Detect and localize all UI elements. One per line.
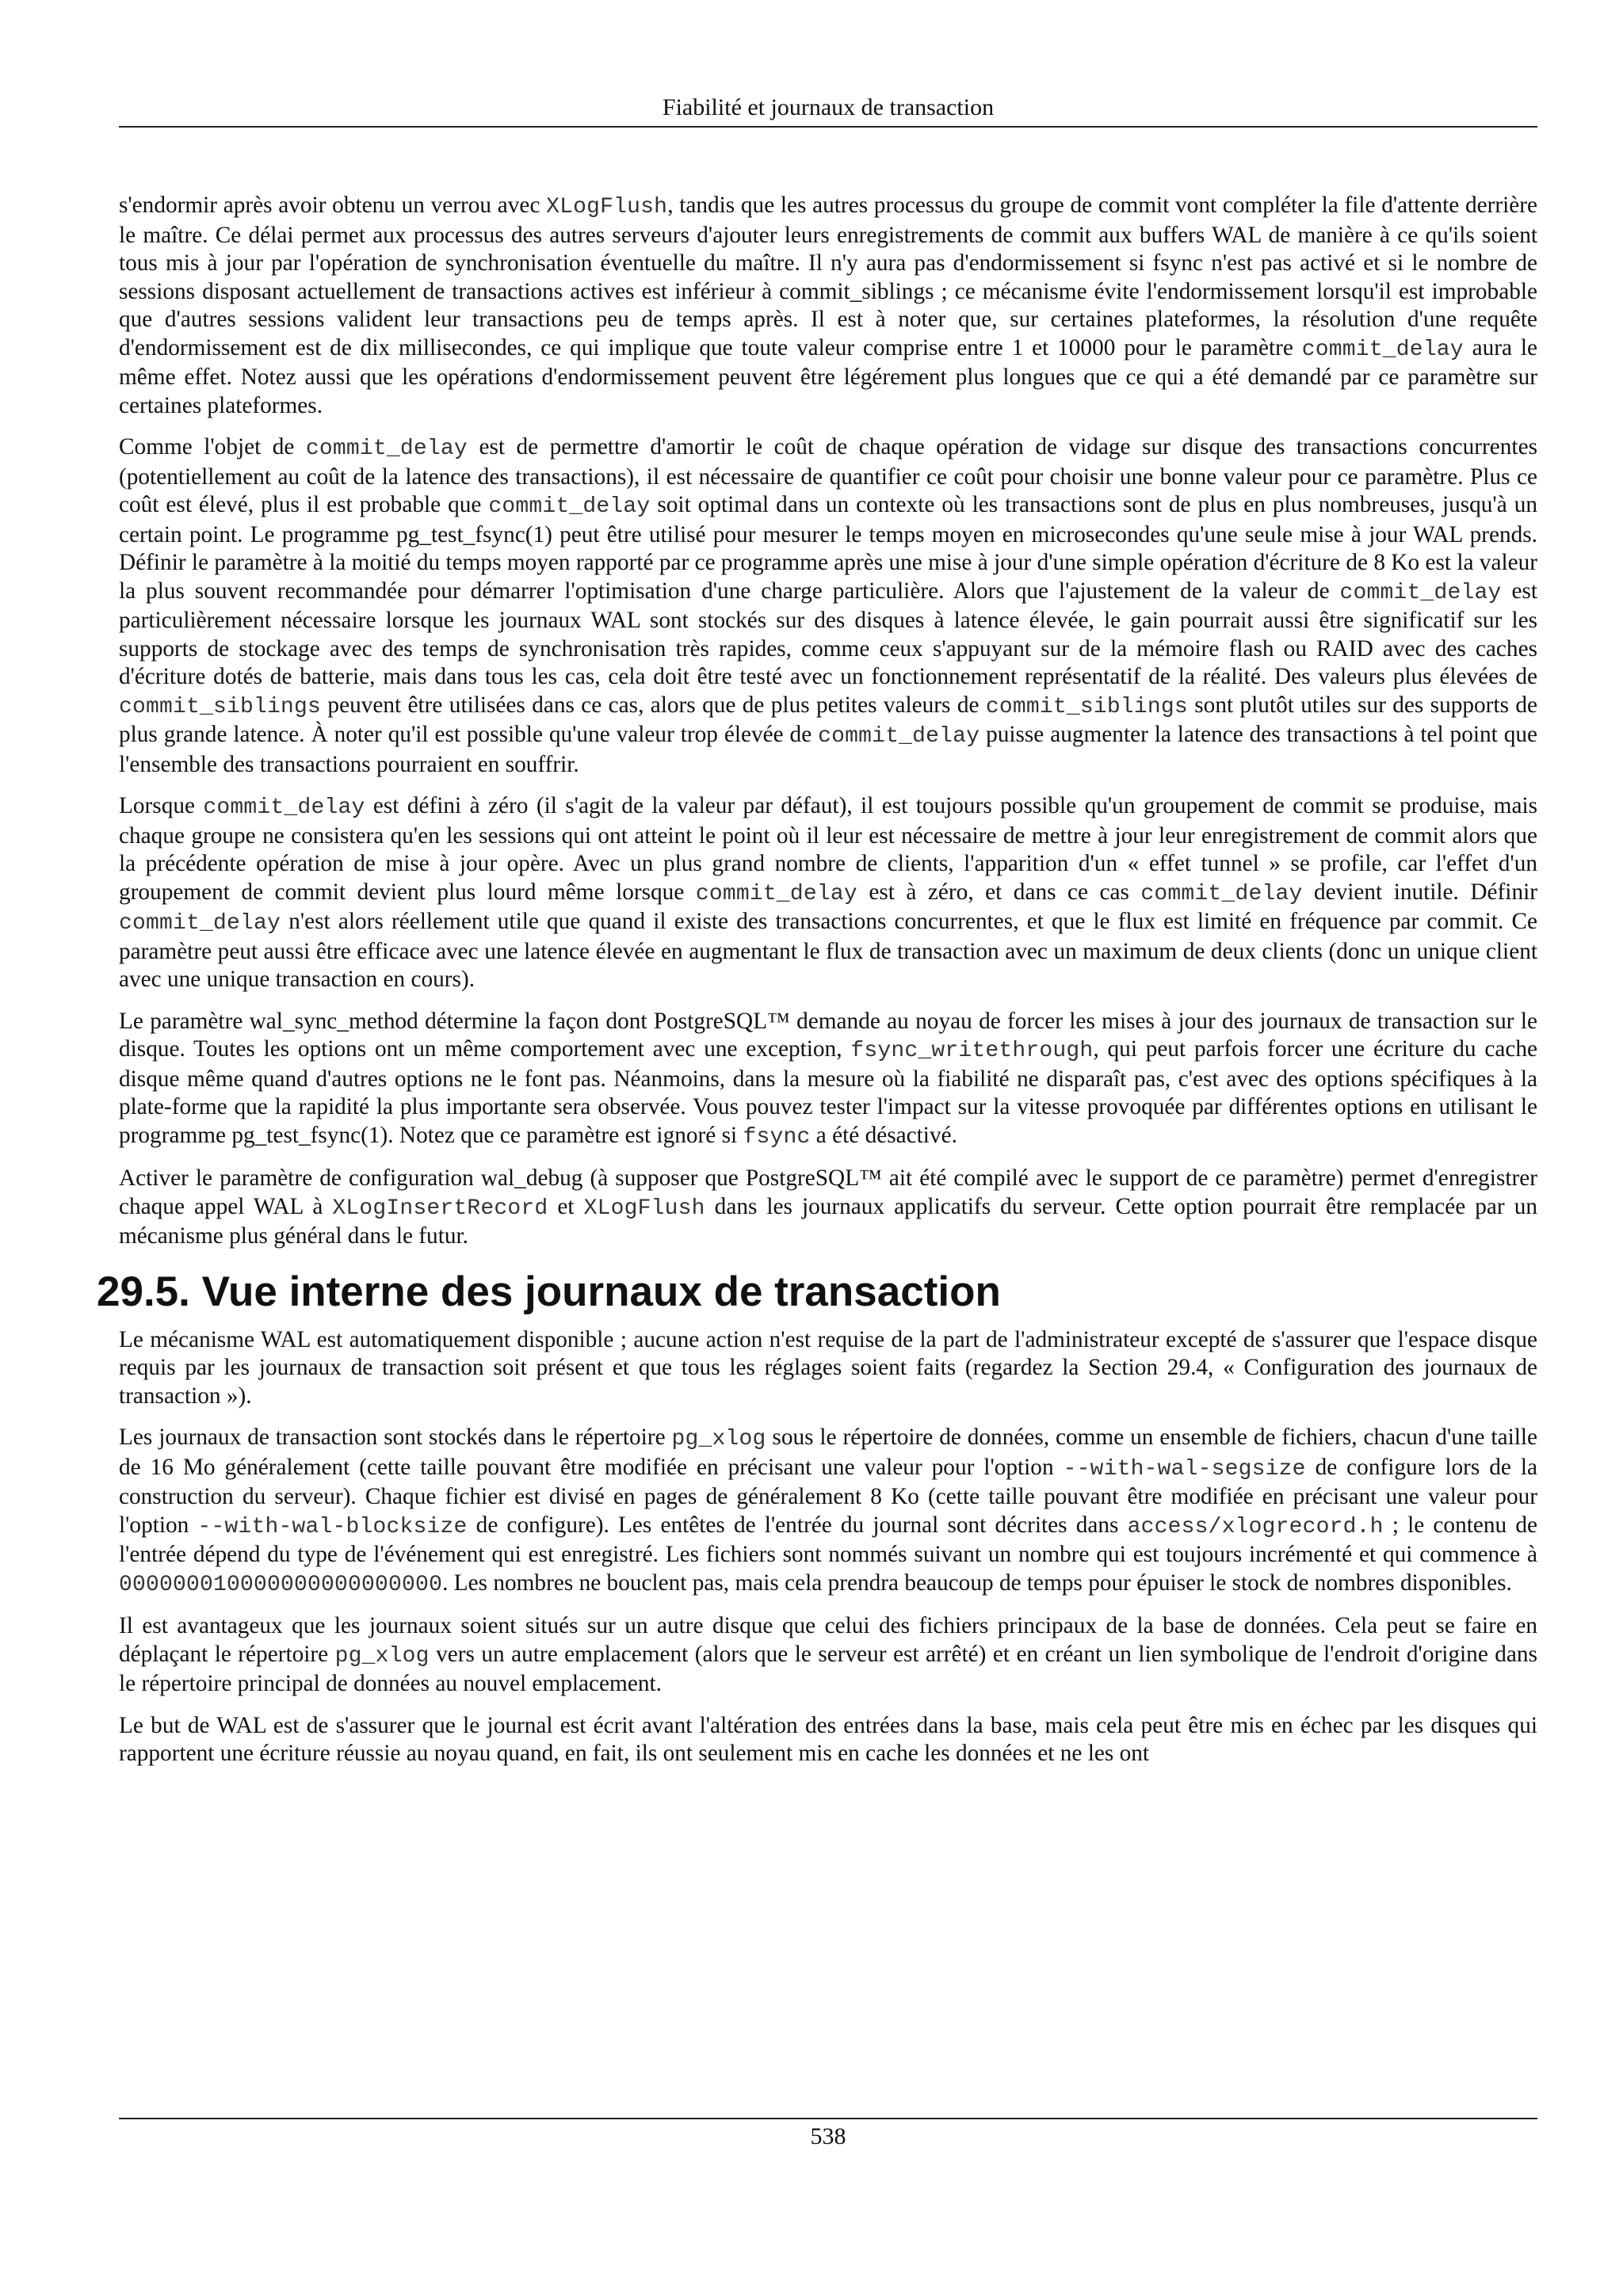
text-run: Le but de WAL est de s'assurer que le journal est écrit avant l'altération des entrées dans la base, mais cela peut être mis en échec par les disques qui rapportent une écriture réussie au noyau quand, en fait, ils ont seulement mis en cache les données et ne les ont — [119, 1712, 1537, 1766]
text-run: Les journaux de transaction sont stockés dans le répertoire — [119, 1425, 672, 1450]
text-run: aura le même effet. Notez aussi que les opérations d'endormissement peuvent être légérement plus longues que ce qui a été demandé par ce paramètre sur certaines plateformes. — [119, 334, 1537, 418]
text-run: Le paramètre wal_sync_method détermine la façon dont PostgreSQL™ demande au noyau de forcer les mises à jour des journaux de transaction sur le disque. Toutes les options ont un même comportement avec une exception, — [119, 1008, 1537, 1062]
page-number: 538 — [810, 2123, 846, 2149]
text-run: sont plutôt utiles sur des supports de plus grande latence. À noter qu'il est possible qu'une valeur trop élevée de — [119, 692, 1538, 747]
paragraphs-after-section — [119, 1326, 1537, 1768]
header-rule — [119, 126, 1537, 128]
inline-code: access/xlogrecord.h — [1127, 1514, 1384, 1539]
text-run: vers un autre emplacement (alors que le serveur est arrêté) et en créant un lien symbolique de l'endroit d'origine dans le répertoire principal de données au nouvel emplacement. — [119, 1641, 1537, 1696]
inline-code: commit_delay — [1140, 881, 1303, 906]
inline-code: fsync_writethrough — [850, 1039, 1094, 1063]
paragraph — [119, 1008, 1537, 1152]
text-run: est particulièrement nécessaire lorsque les journaux WAL sont stockés sur des disques à latence élevée, le gain pourrait aussi être significatif sur les supports de stockage avec des temps de synchronisation très rapides, comme ceux s'appuyant sur de la mémoire flash ou RAID avec des caches d'écriture dotés de batterie, mais dans tous les cas, cela doit être testé avec un fonctionnement représentatif de la réalité. Des valeurs plus élevées de — [119, 578, 1537, 689]
paragraph — [119, 792, 1537, 994]
text-run: de configure lors de la construction du serveur). Chaque fichier est divisé en pages de généralement 8 Ko (cette taille pouvant être modifiée en précisant une valeur pour l'option — [119, 1454, 1538, 1538]
running-header: Fiabilité et journaux de transaction — [662, 94, 995, 120]
inline-code: fsync — [743, 1124, 811, 1150]
inline-code: commit_delay — [1301, 337, 1464, 362]
inline-code: pg_xlog — [671, 1427, 766, 1451]
inline-code: commit_delay — [1339, 580, 1502, 605]
text-run: s'endormir après avoir obtenu un verrou avec — [119, 193, 547, 218]
inline-code: --with-wal-blocksize — [197, 1514, 468, 1539]
footer-rule — [119, 2118, 1537, 2119]
text-run: devient inutile. Définir — [1302, 879, 1537, 905]
text-run: est défini à zéro (il s'agit de la valeur par défaut), il est toujours possible qu'un groupement de commit se produise, mais chaque groupe ne consistera qu'en les sessions qui ont atteint le point où il leur est nécessaire de mettre à jour leur enregistrement de commit alors que la précédente opération de mise à jour opère. Avec un plus grand nombre de clients, l'apparition d'un « effet tunnel » se profile, car l'effet d'un groupement de commit devient plus lourd même lorsque — [119, 793, 1537, 905]
inline-code: commit_delay — [203, 795, 365, 820]
text-run: Activer le paramètre de configuration wal_debug (à supposer que PostgreSQL™ ait été compilé avec le support de ce paramètre) permet d'enregistrer chaque appel WAL à — [119, 1165, 1537, 1219]
inline-code: commit_siblings — [985, 694, 1188, 719]
text-run: sous le répertoire de données, comme un ensemble de fichiers, chacun d'une taille de 16 Mo généralement (cette taille pouvant être modifiée en précisant une valeur pour l'option — [119, 1425, 1537, 1480]
paragraph — [119, 433, 1537, 779]
text-run: a été désactivé. — [810, 1122, 957, 1148]
paragraph — [119, 1326, 1537, 1411]
inline-code: XLogInsertRecord — [332, 1196, 548, 1221]
section-heading: 29.5. Vue interne des journaux de transaction — [97, 1268, 1001, 1315]
text-run: est à zéro, et dans ce cas — [857, 879, 1141, 905]
inline-code: XLogFlush — [546, 195, 668, 219]
text-run: puisse augmenter la latence des transactions à tel point que l'ensemble des transactions pourraient en souffrir. — [119, 722, 1537, 777]
text-run: , qui peut parfois forcer une écriture du cache disque même quand d'autres options ne le font pas. Néanmoins, dans la mesure où la fiabilité ne disparaît pas, c'est avec des options spécifiques à la plate-forme que la rapidité la plus importante sera observée. Vous pouvez tester l'impact sur la vitesse provoquée par différentes options en utilisant le programme pg_test_fsync(1). Notez que ce paramètre est ignoré si — [119, 1036, 1537, 1148]
text-run: n'est alors réellement utile que quand il existe des transactions concurrentes, et que le flux est limité en fréquence par commit. Ce paramètre peut aussi être efficace avec une latence élevée en augmentant le flux de transaction avec un maximum de deux clients (donc un unique client avec une unique transaction en cours). — [119, 909, 1537, 992]
text-run: ; le contenu de l'entrée dépend du type de l'événement qui est enregistré. Les fichiers sont nommés suivant un nombre qui est toujours incrémenté et qui commence à — [119, 1512, 1537, 1567]
inline-code: --with-wal-segsize — [1063, 1456, 1306, 1482]
text-run: . Les nombres ne bouclent pas, mais cela prendra beaucoup de temps pour épuiser le stock de nombres disponibles. — [442, 1569, 1512, 1596]
paragraphs-before-section — [119, 192, 1537, 1251]
inline-code: XLogFlush — [583, 1196, 705, 1221]
text-run: Le mécanisme WAL est automatiquement disponible ; aucune action n'est requise de la part de l'administrateur excepté de s'assurer que l'espace disque requis par les journaux de transaction soit présent et que tous les réglages soient faits (regardez la Section 29.4, « Configuration des journaux de transaction »). — [119, 1326, 1537, 1409]
text-run: , tandis que les autres processus du groupe de commit vont compléter la file d'attente derrière le maître. Ce délai permet aux processus des autres serveurs d'ajouter leurs enregistrements de commit aux buffers WAL de manière à ce qu'ils soient tous mis à jour par l'opération de synchronisation éventuelle du maître. Il n'y aura pas d'endormissement si fsync n'est pas activé et si le nombre de sessions disposant actuellement de transactions actives est inférieur à commit_siblings ; ce mécanisme évite l'endormissement lorsqu'il est improbable que d'autres sessions valident leur transactions peu de temps après. Il est à noter que, sur certaines plateformes, la résolution d'une requête d'endormissement est de dix millisecondes, ce qui implique que toute valeur comprise entre 1 et 10000 pour le paramètre — [119, 193, 1538, 360]
inline-code: commit_delay — [119, 911, 281, 936]
paragraph — [119, 192, 1537, 420]
text-run: Comme l'objet de — [119, 434, 306, 460]
text-run: est de permettre d'amortir le coût de chaque opération de vidage sur disque des transactions concurrentes (potentiellement au coût de la latence des transactions), il est nécessaire de quantifier ce coût pour choisir une bonne valeur pour ce paramètre. Plus ce coût est élevé, plus il est probable que — [119, 434, 1537, 517]
inline-code: 000000010000000000000000 — [119, 1572, 443, 1597]
text-run: dans les journaux applicatifs du serveur. Cette option pourrait être remplacée par un mécanisme plus général dans le futur. — [119, 1193, 1538, 1249]
inline-code: commit_siblings — [119, 694, 322, 719]
paragraph — [119, 1612, 1537, 1699]
text-run: Il est avantageux que les journaux soient situés sur un autre disque que celui des fichiers principaux de la base de données. Cela peut se faire en déplaçant le répertoire — [119, 1613, 1537, 1667]
paragraph — [119, 1424, 1537, 1599]
text-run: peuvent être utilisées dans ce cas, alors que de plus petites valeurs de — [321, 692, 986, 718]
inline-code: pg_xlog — [334, 1643, 430, 1669]
paragraph — [119, 1712, 1537, 1768]
page-content — [97, 192, 1538, 1782]
inline-code: commit_delay — [488, 494, 651, 519]
paragraph — [119, 1165, 1537, 1251]
text-run: Lorsque — [119, 793, 204, 818]
text-run: de configure). Les entêtes de l'entrée du journal sont décrites dans — [467, 1512, 1128, 1538]
inline-code: commit_delay — [305, 437, 468, 461]
text-run: et — [548, 1193, 584, 1219]
text-run: soit optimal dans un contexte où les transactions sont de plus en plus nombreuses, jusqu'à un certain point. Le programme pg_test_fsync(1) peut être utilisé pour mesurer le temps moyen en microsecondes qu'une seule mise à jour WAL prends. Définir le paramètre à la moitié du temps moyen rapporté par ce programme après une mise à jour d'une simple opération d'écriture de 8 Ko est la valeur la plus souvent recommandée pour démarrer l'optimisation d'une charge particulière. Alors que l'ajustement de la valeur de — [119, 492, 1537, 604]
inline-code: commit_delay — [818, 724, 980, 749]
inline-code: commit_delay — [695, 881, 857, 906]
